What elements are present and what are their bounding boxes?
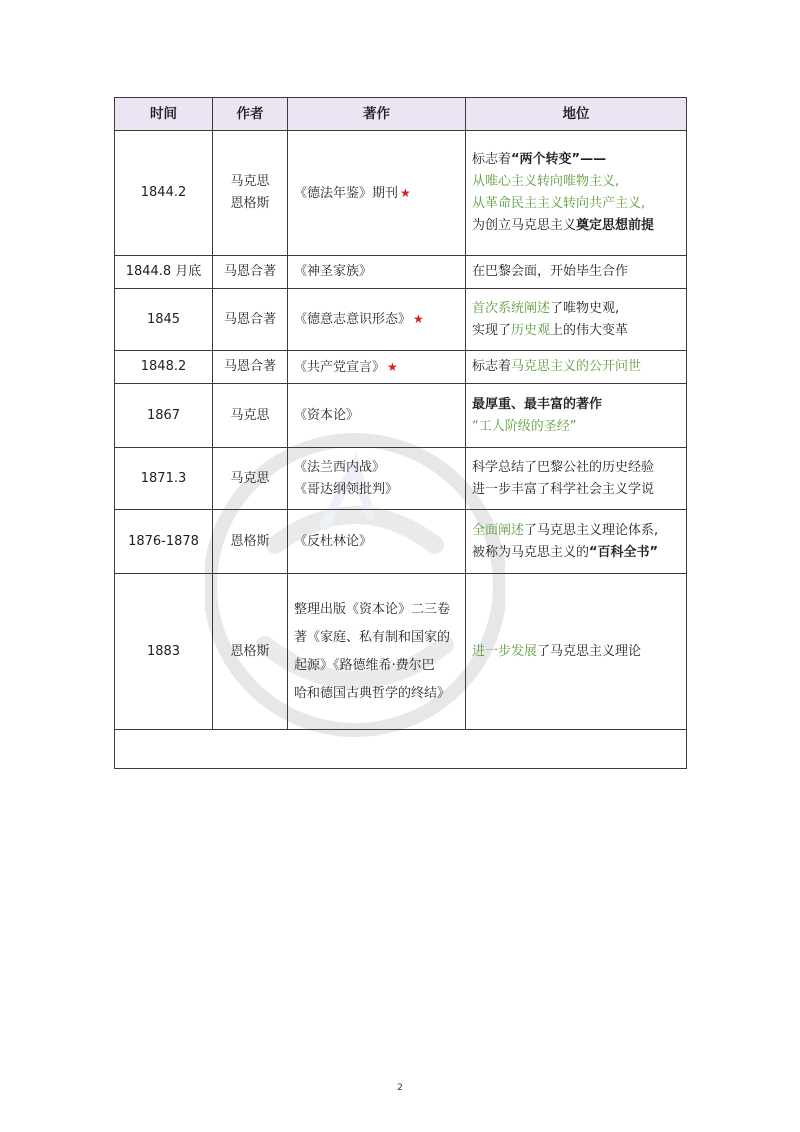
header-work: 著作 (288, 98, 466, 131)
cell-status (466, 448, 687, 510)
status-text: 为创立马克思主义 (472, 218, 577, 233)
status-text: 了马克思主义理论体系, (524, 522, 659, 538)
status-text: 实现了 (472, 322, 512, 338)
status-line (472, 320, 680, 342)
status-line (472, 215, 680, 237)
status-line: 科学总结了巴黎公社的历史经验 (472, 459, 655, 475)
status-line (472, 298, 680, 320)
status-line (472, 542, 680, 564)
cell-status (466, 351, 687, 384)
empty-cell (115, 730, 687, 769)
status-highlight: 首次系统阐述 (472, 300, 551, 316)
status-emphasis: 奠定思想前提 (576, 218, 655, 233)
status-text: 了马克思主义理论 (537, 643, 642, 659)
status-line (472, 520, 680, 542)
cell-author: 马恩合著 (213, 256, 288, 289)
cell-work: 《神圣家族》 (288, 256, 466, 289)
status-text: 标志着 (472, 152, 512, 167)
work-title: 著《家庭、私有制和国家的 (294, 629, 451, 645)
work-title: 《德法年鉴》期刊 (294, 185, 399, 201)
table-empty-row (115, 730, 687, 769)
cell-work (288, 289, 466, 351)
cell-status (466, 574, 687, 730)
cell-status: 在巴黎会面，开始毕生合作 (466, 256, 687, 289)
author-line: 马克思 (230, 174, 270, 189)
cell-time: 1848.2 (115, 351, 213, 384)
table-row (115, 256, 687, 289)
author-line: 恩格斯 (230, 196, 270, 211)
status-line: “工人阶级的圣经” (472, 418, 577, 434)
status-line: 从革命民主主义转向共产主义, (472, 196, 646, 211)
star-icon: ★ (413, 312, 424, 326)
cell-work: 《资本论》 (288, 384, 466, 448)
table-row (115, 351, 687, 384)
cell-author: 马恩合著 (213, 289, 288, 351)
cell-work (288, 131, 466, 256)
page-number: 2 (397, 1083, 403, 1093)
cell-time: 1876-1878 (115, 510, 213, 574)
star-icon: ★ (387, 359, 398, 374)
header-time: 时间 (115, 98, 213, 131)
timeline-table (114, 97, 687, 769)
cell-author: 马恩合著 (213, 351, 288, 384)
cell-author: 恩格斯 (213, 574, 288, 730)
work-title: 起源》《路德维希·费尔巴 (294, 657, 435, 673)
cell-status (466, 131, 687, 256)
cell-work (288, 448, 466, 510)
table-header-row (115, 98, 687, 131)
cell-time: 1844.8 月底 (115, 256, 213, 289)
cell-work (288, 351, 466, 384)
work-title: 哈和德国古典哲学的终结》 (294, 685, 451, 701)
status-highlight: 全面阐述 (472, 522, 525, 538)
table-row (115, 448, 687, 510)
cell-status (466, 384, 687, 448)
cell-time: 1883 (115, 574, 213, 730)
status-highlight: 马克思主义的公开问世 (511, 359, 642, 374)
work-title: 《德意志意识形态》 (294, 312, 412, 327)
header-status: 地位 (466, 98, 687, 131)
status-emphasis: “百科全书” (589, 544, 659, 560)
cell-time: 1845 (115, 289, 213, 351)
star-icon: ★ (400, 185, 411, 200)
table-row (115, 289, 687, 351)
table-row (115, 384, 687, 448)
cell-author: 马克思 (213, 448, 288, 510)
work-title: 《哥达纲领批判》 (294, 481, 399, 497)
cell-time: 1867 (115, 384, 213, 448)
header-author: 作者 (213, 98, 288, 131)
cell-work (288, 574, 466, 730)
cell-time: 1844.2 (115, 131, 213, 256)
cell-status (466, 289, 687, 351)
cell-work: 《反杜林论》 (288, 510, 466, 574)
status-emphasis: “两个转变”—— (511, 152, 607, 167)
status-text: 标志着 (472, 359, 512, 374)
status-highlight: 进一步发展 (472, 643, 538, 659)
work-title: 《共产党宣言》 (294, 359, 386, 375)
status-line: 从唯心主义转向唯物主义, (472, 174, 620, 189)
status-text: 了唯物史观, (550, 300, 620, 316)
table-row (115, 574, 687, 730)
table-row (115, 131, 687, 256)
status-text: 被称为马克思主义的 (472, 544, 590, 560)
table-row (115, 510, 687, 574)
work-title: 整理出版《资本论》二三卷 (294, 601, 451, 617)
status-line: 最厚重、最丰富的著作 (472, 396, 603, 412)
cell-status (466, 510, 687, 574)
status-line: 进一步丰富了科学社会主义学说 (472, 481, 655, 497)
status-line (472, 149, 680, 171)
cell-time: 1871.3 (115, 448, 213, 510)
work-title: 《法兰西内战》 (294, 459, 386, 475)
status-text: 上的伟大变革 (550, 322, 629, 338)
status-highlight: 历史观 (511, 322, 551, 338)
cell-author: 马克思 (213, 384, 288, 448)
cell-author (213, 131, 288, 256)
cell-author: 恩格斯 (213, 510, 288, 574)
